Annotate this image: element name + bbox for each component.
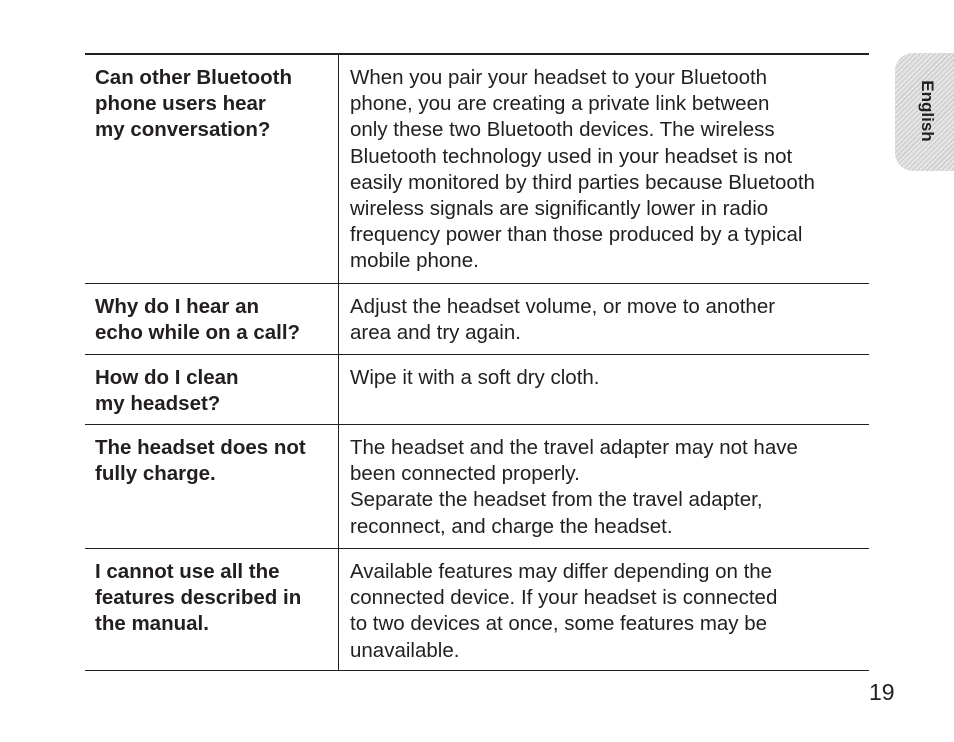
faq-question: The headset does not fully charge. [85, 425, 339, 548]
faq-answer: Wipe it with a soft dry cloth. [350, 366, 600, 389]
faq-answer: Available features may differ depending on the connected device. If your headset is connected to two devices at once, some features may be unavailable. [350, 560, 778, 662]
faq-row [85, 55, 869, 284]
faq-row [85, 549, 869, 671]
faq-table [85, 53, 869, 671]
faq-question: How do I clean my headset? [85, 355, 339, 424]
faq-row [85, 355, 869, 425]
faq-row [85, 425, 869, 549]
faq-question: I cannot use all the features described in the manual. [85, 549, 339, 670]
faq-answer: The headset and the travel adapter may not have been connected properly. Separate the headset from the travel adapter, reconnect, and charge the headset. [350, 436, 798, 538]
faq-question: Why do I hear an echo while on a call? [85, 284, 339, 354]
language-tab-label: English [918, 80, 937, 142]
page-number: 19 [869, 679, 895, 705]
faq-row [85, 284, 869, 355]
faq-question: Can other Bluetooth phone users hear my conversation? [85, 55, 339, 283]
faq-answer: Adjust the headset volume, or move to another area and try again. [350, 295, 776, 345]
faq-answer: When you pair your headset to your Bluetooth phone, you are creating a private link between only these two Bluetooth devices. The wireless Bluetooth technology used in your headset is not easily monitored by third parties because Bluetooth wireless signals are significantly lower in radio frequency power than those produced by a typical mobile phone. [350, 66, 815, 273]
